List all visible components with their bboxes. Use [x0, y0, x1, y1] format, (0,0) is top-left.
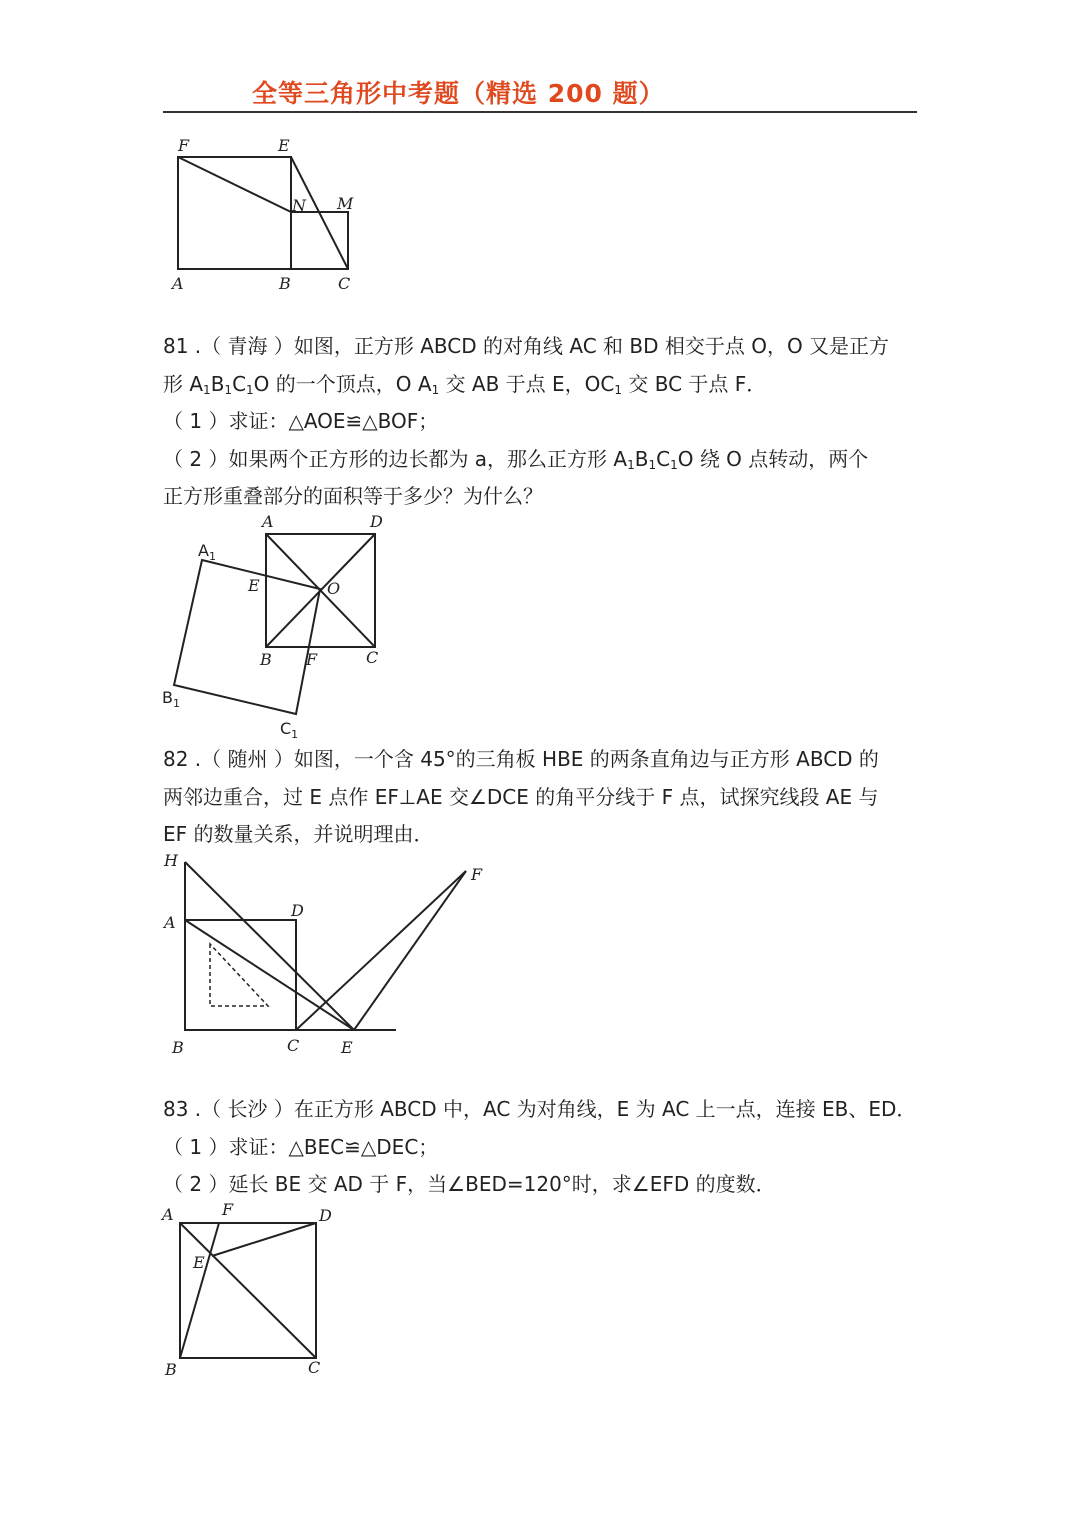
figure-82-line-ef — [354, 871, 466, 1030]
figure-82-triangle-ruler — [210, 944, 268, 1006]
header-divider — [163, 111, 917, 113]
label-81-C1: $C_1$ — [280, 719, 299, 741]
figure-82-line-cf — [296, 871, 466, 1030]
problem-83-q2: （ 2 ）延长 BE 交 AD 于 F，当∠BED=120°时，求∠EFD 的度数． — [163, 1172, 776, 1196]
label-82-C: C — [287, 1036, 300, 1055]
problem-81-q2-line2: 正方形重叠部分的面积等于多少？为什么？ — [163, 484, 543, 508]
figure-top-rect-afeb — [178, 157, 291, 269]
figure-top-rect-bnmc — [291, 212, 348, 269]
figure-top — [160, 130, 370, 300]
problem-82 — [163, 741, 923, 854]
problem-83-q1: （ 1 ）求证：△BEC≌△DEC； — [163, 1134, 439, 1159]
label-82-A: A — [164, 913, 176, 932]
problem-81-line1: 81 .（ 青海 ）如图，正方形 ABCD 的对角线 AC 和 BD 相交于点 O，O 又是正方 — [163, 334, 890, 358]
label-81-D: D — [370, 512, 383, 531]
figure-82-square-abcd — [185, 920, 296, 1030]
problem-81-q1: （ 1 ）求证：△AOE≌△BOF； — [163, 409, 439, 433]
problem-82-line3: EF 的数量关系，并说明理由． — [163, 822, 434, 846]
label-82-B: B — [172, 1038, 184, 1057]
figure-82 — [158, 846, 498, 1061]
problem-82-line1: 82 .（ 随州 ）如图，一个含 45°的三角板 HBE 的两条直角边与正方形 ABCD 的 — [163, 747, 879, 771]
label-E: E — [278, 136, 290, 155]
figure-83 — [158, 1200, 358, 1385]
problem-81 — [163, 328, 923, 516]
label-83-C: C — [308, 1358, 321, 1377]
problem-83-line1: 83 .（ 长沙 ）在正方形 ABCD 中，AC 为对角线，E 为 AC 上一点，连接 EB、ED． — [163, 1097, 917, 1121]
problem-81-line2: 形 $A_1B_1C_1O$ 的一个顶点，O $A_1$ 交 AB 于点 E，$OC_1$ 交 BC 于点 F． — [163, 371, 767, 397]
label-83-B: B — [165, 1360, 177, 1379]
label-81-B: B — [260, 650, 272, 669]
label-B: B — [279, 274, 291, 293]
label-82-D: D — [291, 901, 304, 920]
figure-81 — [158, 510, 398, 740]
problem-82-line2: 两邻边重合，过 E 点作 EF⊥AE 交∠DCE 的角平分线于 F 点，试探究线段 AE 与 — [163, 784, 879, 809]
figure-81-square-a1b1c1o — [174, 560, 320, 714]
label-81-A1: $A_1$ — [198, 541, 216, 563]
label-M: M — [337, 194, 354, 213]
label-83-E: E — [193, 1253, 205, 1272]
page-title: 全等三角形中考题（精选 200 题） — [252, 79, 665, 108]
label-81-C: C — [366, 648, 379, 667]
label-82-H: H — [164, 851, 178, 870]
figure-83-line-ed — [212, 1223, 316, 1256]
label-82-E: E — [341, 1038, 353, 1057]
figure-top-line-fn — [178, 157, 291, 212]
label-81-A: A — [262, 512, 274, 531]
label-83-D: D — [319, 1206, 332, 1225]
problem-83 — [163, 1091, 923, 1204]
label-82-F: F — [471, 865, 483, 884]
label-83-A: A — [162, 1205, 174, 1224]
label-F: F — [178, 136, 190, 155]
label-A: A — [172, 274, 184, 293]
problem-81-q2: （ 2 ）如果两个正方形的边长都为 a，那么正方形 $A_1B_1C_1O$ 绕 O 点转动，两个 — [163, 446, 869, 472]
label-N: N — [292, 196, 306, 215]
label-C: C — [338, 274, 351, 293]
label-81-F: F — [306, 650, 318, 669]
label-83-F: F — [222, 1200, 234, 1219]
label-81-O: O — [327, 579, 341, 598]
label-81-E: E — [248, 576, 260, 595]
label-81-B1: $B_1$ — [162, 688, 180, 710]
